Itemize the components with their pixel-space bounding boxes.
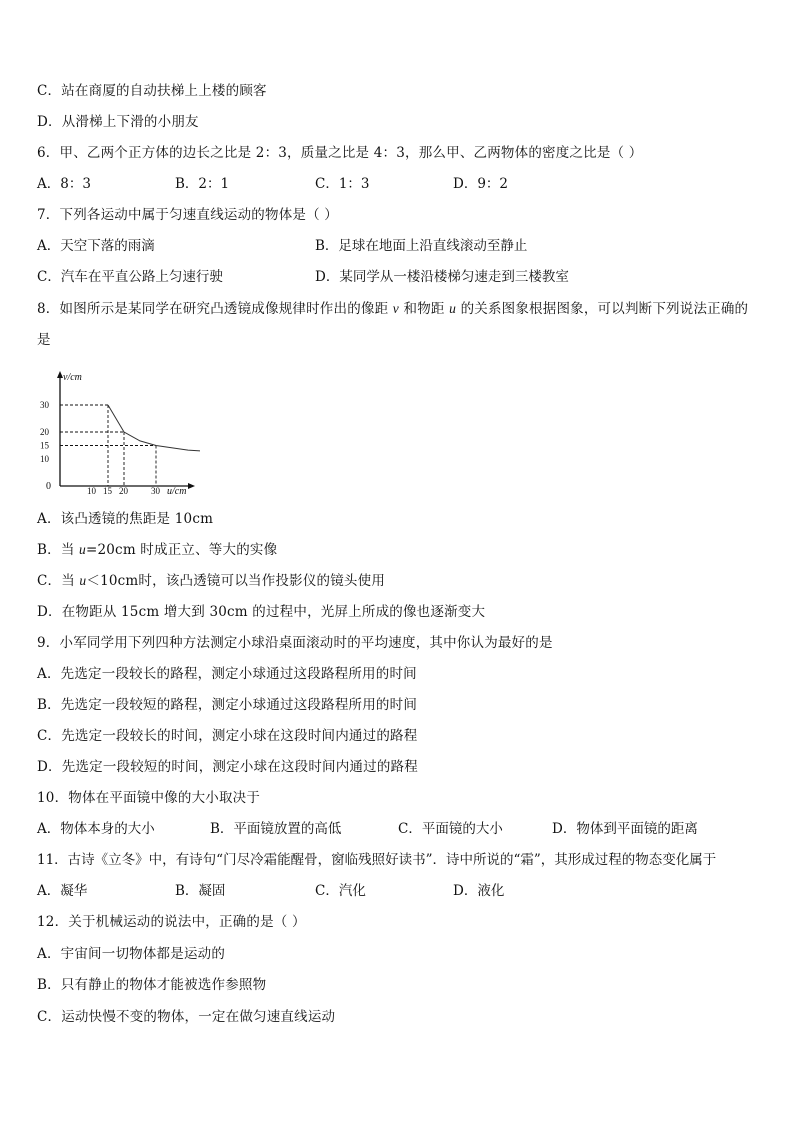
axes	[57, 371, 195, 489]
q7-option-c: C．汽车在平直公路上匀速行驶	[37, 269, 223, 285]
q9-option-a: A．先选定一段较长的路程，测定小球通过这段路程所用的时间	[37, 666, 417, 682]
q8-stem	[37, 300, 748, 318]
q8-option-b-var: u	[79, 542, 86, 557]
q10-option-c: C．平面镜的大小	[398, 821, 503, 837]
y-axis-label: v/cm	[63, 372, 82, 383]
q6-option-b: B．2：1	[175, 176, 230, 192]
q8-option-c-var: u	[79, 573, 87, 588]
q8-var-v: v	[392, 301, 399, 316]
q11-stem: 11．古诗《立冬》中，有诗句“门尽冷霜能醒骨，窗临残照好读书”．诗中所说的“霜”，其形成过程的物态变化属于	[37, 852, 717, 868]
q10-option-b: B．平面镜放置的高低	[210, 821, 342, 837]
q9-stem: 9．小军同学用下列四种方法测定小球沿桌面滚动时的平均速度，其中你认为最好的是	[37, 635, 553, 651]
q8-stem-part3: 的关系图象根据图象，可以判断下列说法正确的	[460, 301, 749, 317]
q8-option-b-post: =20cm 时成正立、等大的实像	[85, 542, 278, 558]
q12-option-b: B．只有静止的物体才能被选作参照物	[37, 977, 267, 993]
q6-option-a: A．8：3	[37, 176, 91, 192]
q6-option-c: C．1：3	[315, 176, 370, 192]
q8-option-c-pre: C．当	[37, 573, 80, 589]
x-tick-label: 10	[87, 486, 96, 496]
q12-stem: 12．关于机械运动的说法中，正确的是（ ）	[37, 914, 306, 930]
q8-option-b-pre: B．当	[37, 542, 80, 558]
v-u-curve	[108, 405, 200, 451]
q8-option-a: A．该凸透镜的焦距是 10cm	[37, 511, 214, 527]
v-u-graph	[30, 368, 200, 498]
q8-option-d: D．在物距从 15cm 增大到 30cm 的过程中，光屏上所成的像也逐渐变大	[37, 604, 486, 620]
q7-option-b: B．足球在地面上沿直线滚动至静止	[315, 238, 528, 254]
q10-option-d: D．物体到平面镜的距离	[552, 821, 698, 837]
q11-option-c: C．汽化	[315, 883, 366, 899]
q5-option-d: D．从滑梯上下滑的小朋友	[37, 114, 199, 130]
y-tick-label: 30	[40, 400, 49, 410]
q6-stem: 6．甲、乙两个正方体的边长之比是 2：3，质量之比是 4：3，那么甲、乙两物体的密度之比是（ ）	[37, 145, 643, 161]
q7-option-d: D．某同学从一楼沿楼梯匀速走到三楼教室	[315, 269, 569, 285]
q9-option-d: D．先选定一段较短的时间，测定小球在这段时间内通过的路程	[37, 759, 418, 775]
q8-stem-part2: 和物距	[403, 301, 445, 317]
q11-option-a: A．凝华	[37, 883, 88, 899]
q7-option-a: A．天空下落的雨滴	[37, 238, 155, 254]
q6-option-d: D．9：2	[453, 176, 509, 192]
q12-option-c: C．运动快慢不变的物体，一定在做匀速直线运动	[37, 1009, 336, 1025]
y-tick-label: 10	[40, 454, 49, 464]
x-tick-label: 15	[103, 486, 112, 496]
q8-option-c	[37, 572, 385, 590]
q9-option-c: C．先选定一段较长的时间，测定小球在这段时间内通过的路程	[37, 728, 418, 744]
q5-option-c: C．站在商厦的自动扶梯上上楼的顾客	[37, 83, 267, 99]
q10-option-a: A．物体本身的大小	[37, 821, 155, 837]
guide-lines	[60, 405, 156, 486]
x-tick-label: 30	[151, 486, 160, 496]
q9-option-b: B．先选定一段较短的路程，测定小球通过这段路程所用的时间	[37, 697, 418, 713]
x-tick-label: 20	[119, 486, 128, 496]
q11-option-b: B．凝固	[175, 883, 226, 899]
y-tick-label: 15	[40, 440, 49, 451]
x-axis-label: u/cm	[167, 486, 187, 497]
origin-label: 0	[46, 481, 51, 492]
q8-stem-tail: 是	[37, 332, 51, 348]
tick-labels	[40, 400, 161, 496]
q11-option-d: D．液化	[453, 883, 505, 899]
x-axis-arrow	[188, 483, 195, 489]
q7-stem: 7．下列各运动中属于匀速直线运动的物体是（ ）	[37, 207, 338, 223]
q12-option-a: A．宇宙间一切物体都是运动的	[37, 946, 226, 962]
q10-stem: 10．物体在平面镜中像的大小取决于	[37, 790, 261, 806]
q8-stem-part1: 8．如图所示是某同学在研究凸透镜成像规律时作出的像距	[37, 301, 389, 317]
q8-option-b	[37, 541, 277, 559]
q8-option-c-post: ＜10cm时，该凸透镜可以当作投影仪的镜头使用	[86, 573, 386, 589]
y-tick-label: 20	[40, 427, 49, 437]
q8-var-u: u	[449, 301, 457, 316]
